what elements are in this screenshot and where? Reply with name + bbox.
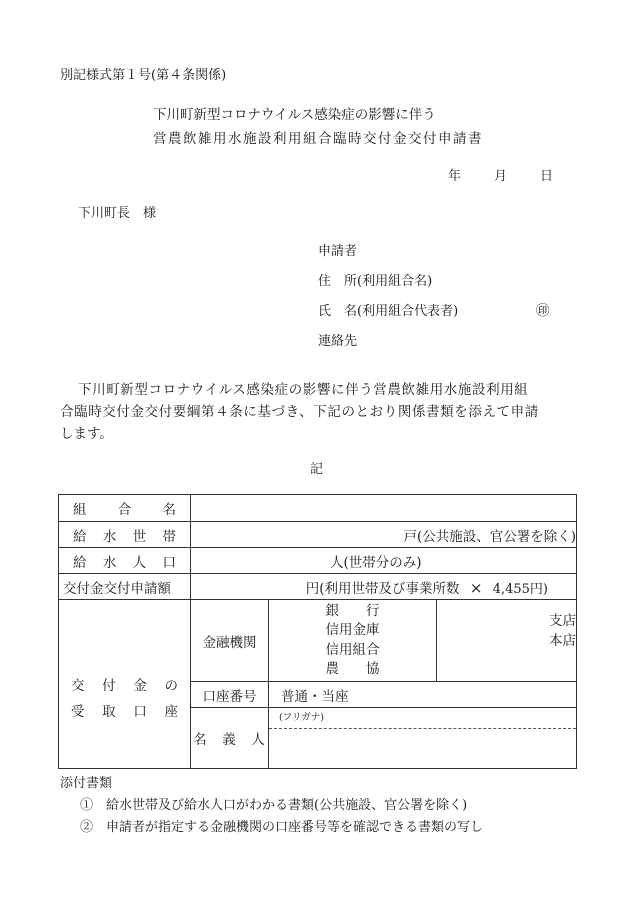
attachment-item-1: ① 給水世帯及び給水人口がわかる書類(公共施設、官公署を除く) xyxy=(80,798,468,813)
date-day: 日 xyxy=(540,169,554,184)
date-month: 月 xyxy=(494,169,508,184)
bank-label: 金融機関 xyxy=(191,600,269,682)
population-label: 給 水 人 口 xyxy=(59,548,191,574)
grant-value[interactable] xyxy=(191,574,577,600)
multiply-sign: × xyxy=(469,578,483,597)
body-line-3: します。 xyxy=(60,426,113,442)
grant-amount: 4,455円) xyxy=(492,581,549,597)
addressee: 下川町長 様 xyxy=(78,206,157,221)
account-label: 交 付 金 の 受 取 口 座 xyxy=(59,600,191,769)
bank-type-bank: 銀 行 xyxy=(325,602,380,619)
account-number-label: 口座番号 xyxy=(191,682,269,708)
body-line-2: 合臨時交付金交付要綱第４条に基づき、下記のとおり関係書類を添えて申請 xyxy=(60,404,539,420)
date-year: 年 xyxy=(448,169,462,184)
branch-types[interactable] xyxy=(437,600,577,682)
row-union-name xyxy=(59,495,577,522)
ki-mark: 記 xyxy=(310,462,324,477)
bank-types[interactable] xyxy=(269,600,437,682)
applicant-contact-label: 連絡先 xyxy=(318,334,358,349)
title-line-1: 下川町新型コロナウイルス感染症の影響に伴う xyxy=(153,107,436,123)
branch-type-shiten: 支店 xyxy=(549,613,577,629)
row-bank xyxy=(59,600,577,682)
form-number: 別記様式第１号(第４条関係) xyxy=(60,68,227,83)
attachment-item-2: ② 申請者が指定する金融機関の口座番号等を確認できる書類の写し xyxy=(80,820,484,835)
row-population xyxy=(59,548,577,574)
seal-mark: ㊞ xyxy=(536,303,550,319)
grant-label: 交付金交付申請額 xyxy=(59,574,191,600)
attachments-heading: 添付書類 xyxy=(60,776,113,791)
furigana-field[interactable]: (フリガナ) xyxy=(269,708,576,729)
application-table xyxy=(58,494,577,769)
bank-type-shinkin: 信用金庫 xyxy=(325,622,380,638)
households-value[interactable]: 戸(公共施設、官公署を除く) xyxy=(191,522,577,548)
applicant-heading: 申請者 xyxy=(318,244,358,259)
row-grant xyxy=(59,574,577,600)
holder-value[interactable] xyxy=(269,708,577,769)
holder-name-field[interactable] xyxy=(269,729,576,768)
population-value[interactable]: 人(世帯分のみ) xyxy=(191,548,577,574)
branch-type-honten: 本店 xyxy=(549,632,577,649)
bank-type-nokyo: 農 協 xyxy=(325,661,380,677)
grant-value-prefix: 円(利用世帯及び事業所数 xyxy=(305,580,460,597)
union-name-label: 組 合 名 xyxy=(59,495,191,522)
union-name-value[interactable] xyxy=(191,495,577,522)
applicant-address-label: 住 所(利用組合名) xyxy=(318,274,433,289)
title-line-2: 営農飲雑用水施設利用組合臨時交付金交付申請書 xyxy=(153,131,483,147)
account-type[interactable]: 普通・当座 xyxy=(269,682,577,708)
households-label: 給 水 世 帯 xyxy=(59,522,191,548)
holder-label: 名 義 人 xyxy=(191,708,269,769)
row-households xyxy=(59,522,577,548)
bank-type-shinkumi: 信用組合 xyxy=(325,641,380,658)
body-line-1: 下川町新型コロナウイルス感染症の影響に伴う営農飲雑用水施設利用組 xyxy=(78,382,529,398)
applicant-name-label: 氏 名(利用組合代表者) xyxy=(318,304,459,319)
